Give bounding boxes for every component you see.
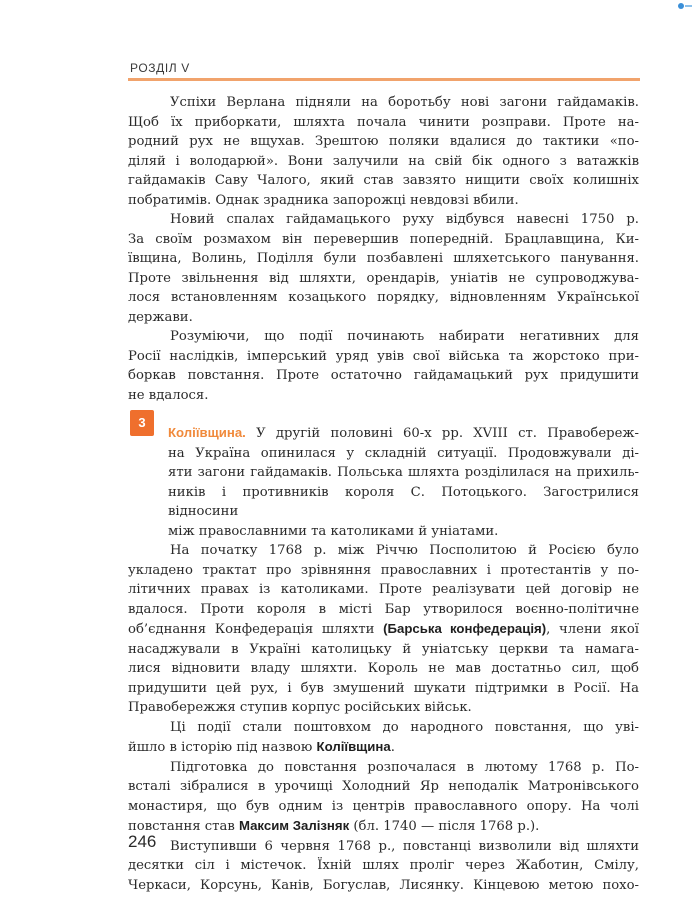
- text-line: Новий спалах гайдамацького руху відбувся навесні 1750 р.: [170, 212, 639, 227]
- text-line: Ці події стали поштовхом до народного повстання, що уві-: [170, 719, 639, 735]
- section-header: РОЗДІЛ V: [130, 61, 190, 75]
- watermark-bar: [685, 5, 692, 7]
- text-line: діляй і володарюй». Вони залучили на свій бік одного з ватажків: [128, 153, 639, 169]
- paragraph-uprising-name: [128, 718, 639, 758]
- text-line: Правобережжя ступив корпус російських військ.: [128, 700, 472, 715]
- section-gap: [128, 405, 639, 423]
- text-line: яти загони гайдамаків. Польська шляхта розділилася на прихиль-: [168, 465, 639, 480]
- text-span: повстання став: [128, 819, 239, 834]
- text-line: [128, 816, 639, 837]
- header-rule: [128, 78, 640, 81]
- text-line: держави.: [128, 309, 193, 325]
- text-line: літичних правах із католиками. Проте реалізувати цей договір не: [128, 582, 639, 597]
- text-line: [128, 737, 639, 758]
- text-line: [128, 619, 639, 640]
- term-koliivshchyna: Коліївщина: [316, 739, 391, 754]
- text-line: родний рух не вщухав. Зрештою поляки вдалися до тактики «по-: [128, 134, 639, 149]
- text-span: йшло в історію під назвою: [128, 740, 317, 755]
- text-line: За своїм розмахом він перевершив попередній. Брацлавщина, Ки-: [128, 231, 639, 247]
- text-span: об’єднання Конфедерація шляхти: [128, 622, 384, 637]
- section-number-badge: 3: [130, 410, 154, 436]
- text-line: насаджували в Україні католицьку й уніатську церкви та намага-: [128, 641, 639, 657]
- text-line: десятки сіл і містечок. Їхній шлях проліг через Жаботин, Смілу,: [128, 858, 639, 873]
- text-line: Виступивши 6 червня 1768 р., повстанці визволили від шляхти: [170, 838, 639, 854]
- text-line: монастиря, що був одним із центрів православного опору. На чолі: [128, 798, 639, 814]
- text-line: [168, 423, 639, 444]
- text-line: Росії наслідків, імперський уряд увів свої війська та жорстоко при-: [128, 348, 639, 364]
- text-line: гайдамаків Саву Чалого, який став завзято нищити своїх колишніх: [128, 173, 639, 188]
- text-line: побратимів. Однак зрадника запорожці невдовзі вбили.: [128, 192, 519, 208]
- text-line: Черкаси, Корсунь, Канів, Богуслав, Лисянку. Кінцевою метою похо-: [128, 877, 639, 893]
- text-line: придушити цей рух, і був змушений шукати підтримки в Росії. На: [128, 680, 639, 696]
- paragraph-russia: [128, 327, 639, 405]
- subsection-title: Коліївщина.: [168, 425, 246, 440]
- text-line: укладено трактат про зрівняння православних і протестантів у по-: [128, 562, 639, 578]
- text-line: Успіхи Верлана підняли на боротьбу нові загони гайдамаків.: [170, 95, 639, 110]
- paragraph-1768-treaty: [128, 541, 639, 718]
- text-line: ївщина, Волинь, Поділля були позбавлені шляхетського панування.: [128, 251, 639, 266]
- text-line: На початку 1768 р. між Річчю Посполитою й Росією було: [170, 543, 639, 558]
- text-line: ників і противників короля С. Потоцького. Загострилися відносини: [168, 484, 639, 519]
- text-line: лися відновити владу шляхти. Король не мав достатньо сил, щоб: [128, 661, 639, 676]
- text-line: не вдалося.: [128, 387, 209, 403]
- text-line: Щоб їх приборкати, шляхта почала чинити розправи. Проте на-: [128, 114, 639, 130]
- text-line: на Україна опинилася у складній ситуації. Продовжували ді-: [168, 445, 639, 461]
- watermark-logo: [678, 2, 692, 10]
- paragraph-verlan: [128, 93, 639, 210]
- watermark-dot: [678, 3, 684, 9]
- text-line: всталі зібралися в урочищі Холодний Яр неподалік Матронівського: [128, 779, 639, 794]
- text-line: Підготовка до повстання розпочалася в лютому 1768 р. По-: [170, 759, 639, 775]
- paragraph-1750: [128, 210, 639, 327]
- subsection-koliivshchyna: [168, 423, 639, 541]
- text-line: лося встановленням козацького порядку, відновленням Української: [128, 290, 639, 305]
- term-bar-confederation: (Барська конфедерація): [383, 621, 547, 636]
- term-maksym-zalizniak: Максим Залізняк: [238, 818, 350, 833]
- text-line: Розуміючи, що події починають набирати негативних для: [170, 329, 639, 344]
- page-number: 246: [128, 832, 157, 851]
- text-line: між православними та католиками й уніатами.: [168, 523, 499, 539]
- text-span: .: [390, 740, 395, 755]
- text-line: вдалося. Проти короля в місті Бар утворилося воєнно-політичне: [128, 601, 639, 617]
- body-text: [128, 93, 639, 895]
- paragraph-preparation: [128, 758, 639, 837]
- text-span: , члени якої: [546, 622, 639, 637]
- text-span: У другій половині 60-х рр. XVIII ст. Правобереж-: [245, 426, 639, 441]
- text-line: Проте звільнення від шляхти, орендарів, уніатів не супроводжува-: [128, 270, 639, 286]
- text-span: (бл. 1740 — після 1768 р.).: [349, 819, 540, 834]
- paragraph-june-1768: [128, 837, 639, 896]
- text-line: боркав повстання. Проте остаточно гайдамацький рух придушити: [128, 368, 639, 383]
